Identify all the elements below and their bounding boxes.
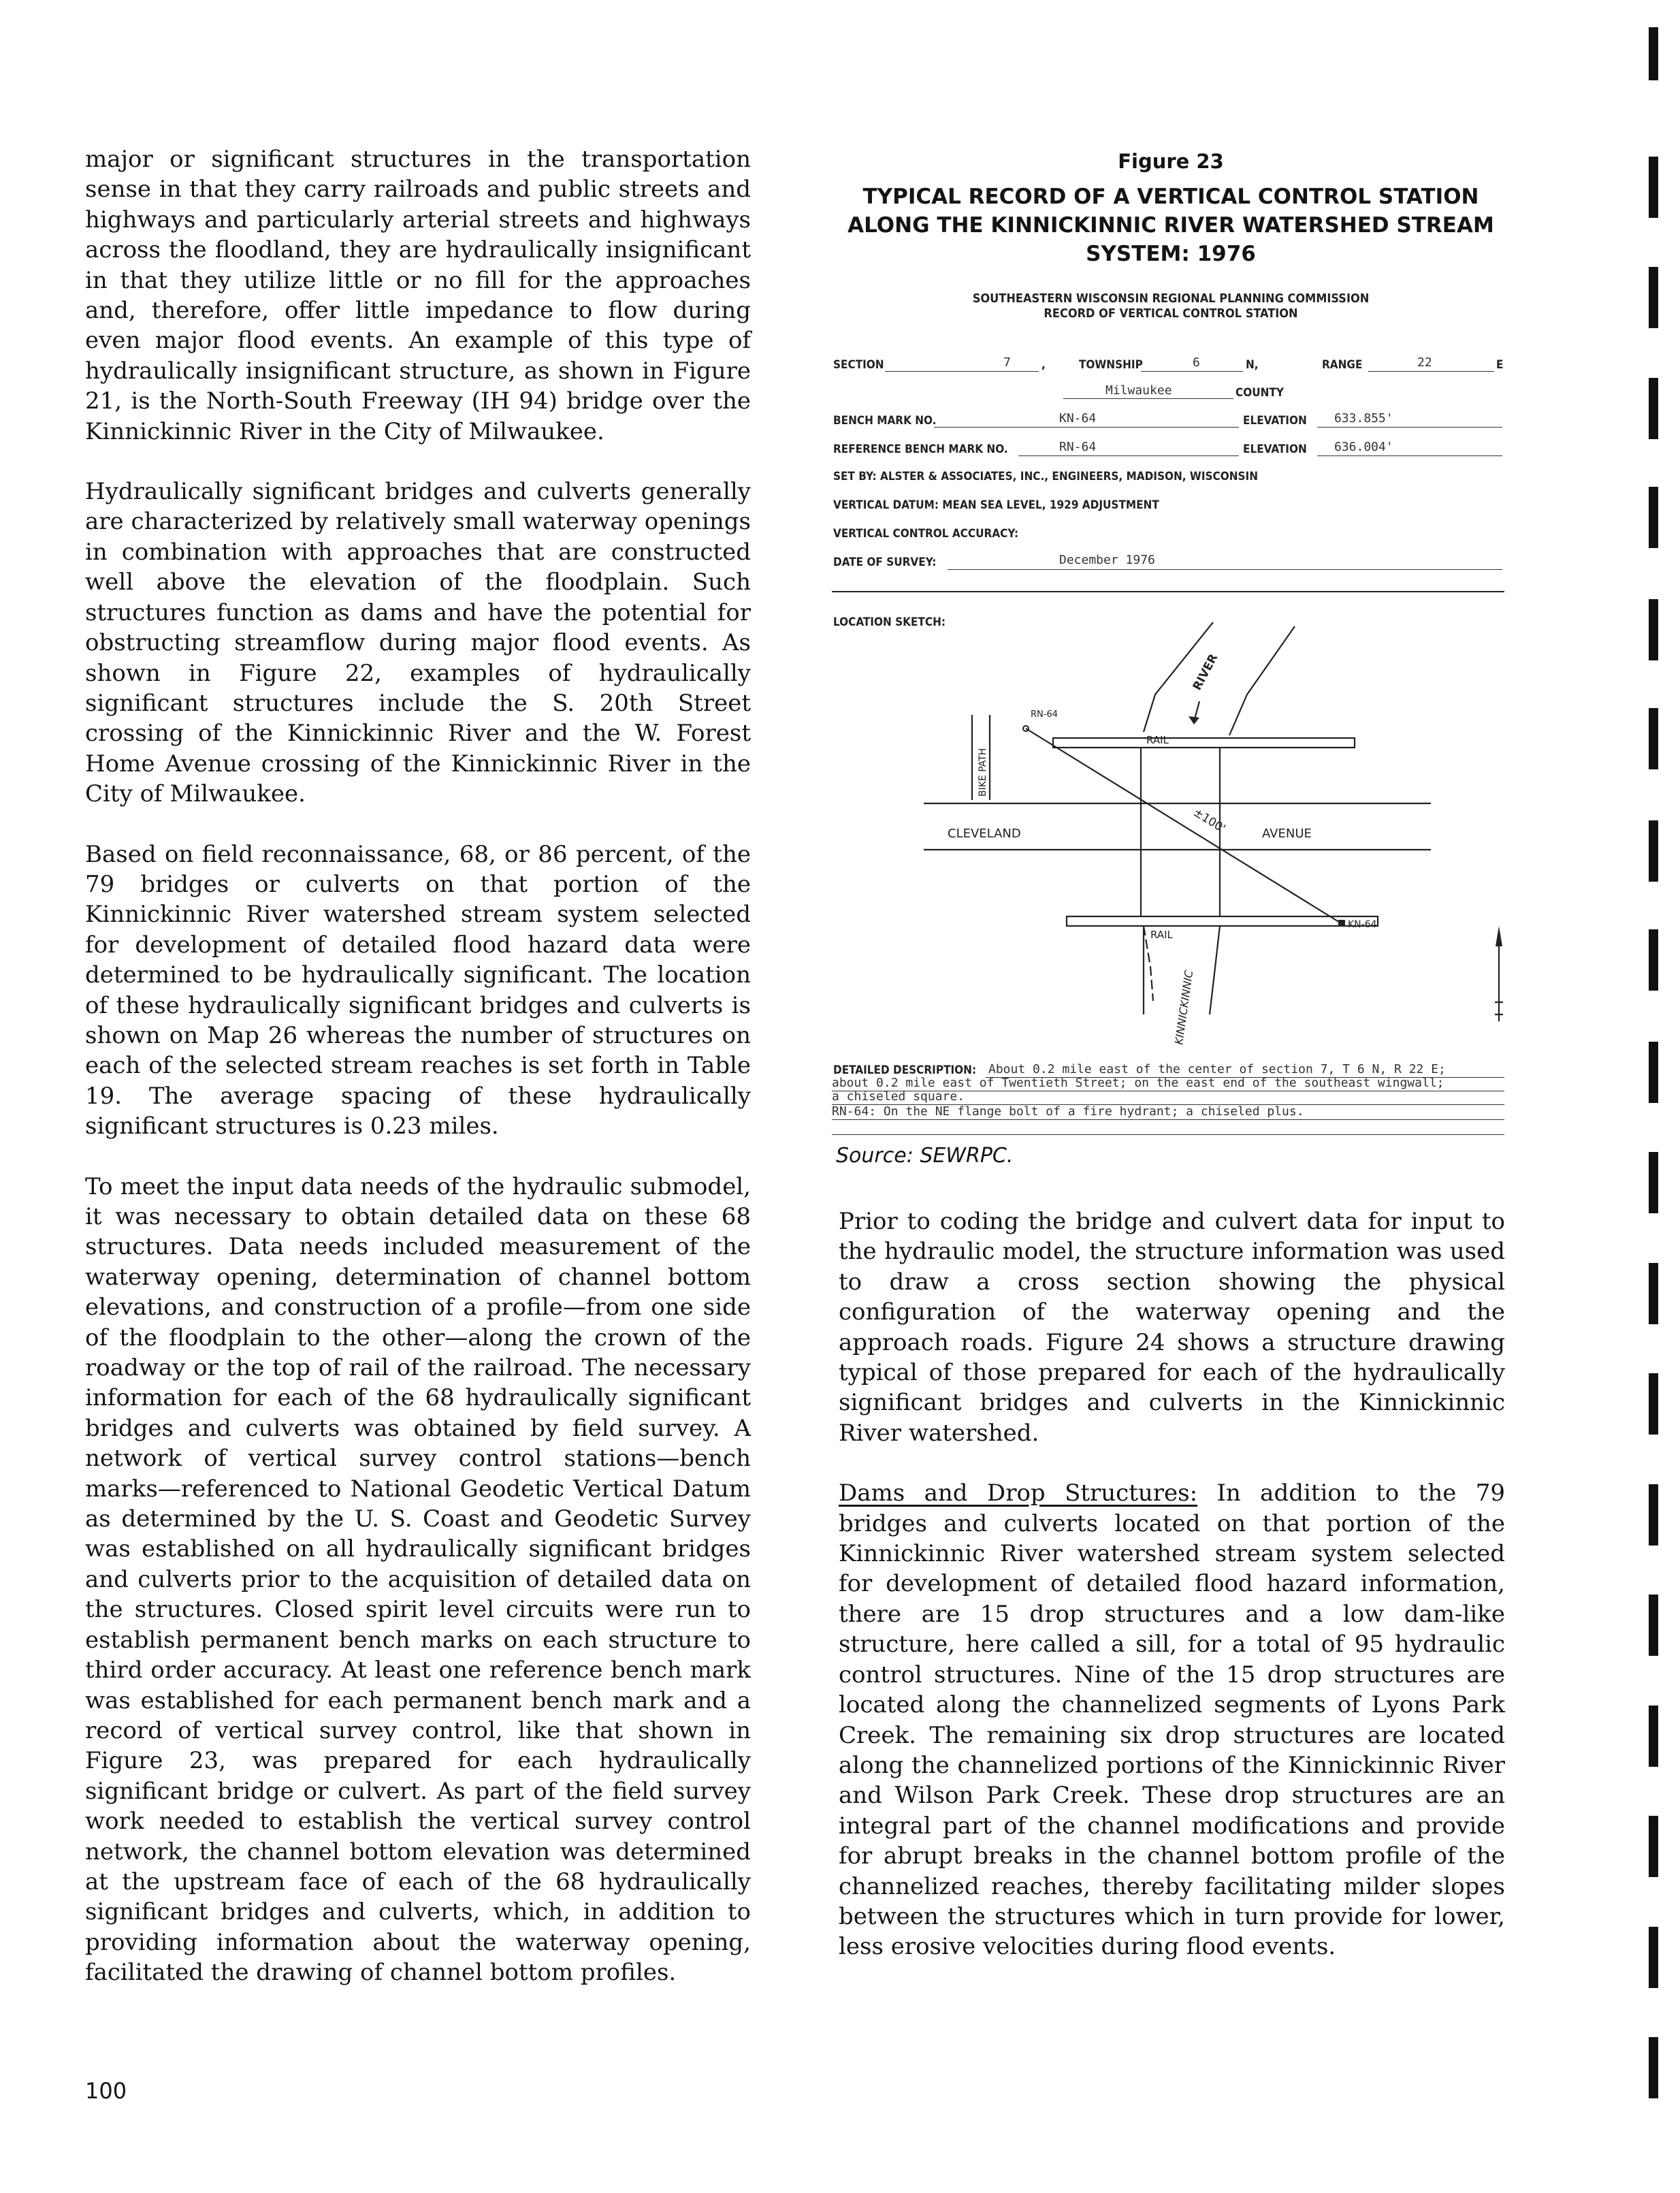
river-label: RIVER (1190, 652, 1221, 693)
rail-top-label: RAIL (1146, 734, 1169, 746)
date-of-survey-label: DATE OF SURVEY: (833, 556, 937, 569)
record-title: RECORD OF VERTICAL CONTROL STATION (1044, 306, 1298, 321)
bench-mark-elevation: 633.855' (1334, 411, 1393, 426)
range-value: 22 (1417, 355, 1432, 370)
registration-mark (1649, 929, 1658, 991)
location-sketch (832, 606, 1513, 1076)
section-label: SECTION (833, 358, 884, 372)
paragraph-survey-data: To meet the input data needs of the hydraulic submodel, it was necessary to obtain detailed data on these 68 structures. Data needs included measurement of the waterway opening, determination of channel bottom elevations, and construction of a profile—from one side of the floodplain to the other—along the crown of the roadway or the top of rail of the railroad. The necessary information for each of the 68 hydraulically significant bridges and culverts was obtained by field survey. A network of vertical survey control stations—bench marks—referenced to National Geodetic Vertical Datum as determined by the U. S. Coast and Geodetic Survey was established on all hydraulically significant bridges and culverts prior to the acquisition of detailed data on the structures. Closed spirit level circuits were run to establish permanent bench marks on each structure to third order accuracy. At least one reference bench mark was established for each permanent bench mark and a record of vertical survey control, like that shown in Figure 23, was prepared for each hydraulically significant bridge or culvert. As part of the field survey work needed to establish the vertical survey control network, the channel bottom elevation was determined at the upstream face of each of the 68 hydraulically significant bridges and culverts, which, in addition to providing information about the waterway opening, facilitated the drawing of channel bottom profiles. (85, 1172, 751, 1987)
paragraph-significant-structures: Hydraulically significant bridges and culverts generally are characterized by relatively small waterway openings in combination with approaches that are constructed well above the elevation of the floodplain. Such structures function as dams and have the potential for obstructing streamflow during major flood events. As shown in Figure 22, examples of hydraulically significant structures include the S. 20th Street crossing of the Kinnickinnic River and the W. Forest Home Avenue crossing of the Kinnickinnic River in the City of Milwaukee. (85, 478, 751, 808)
figure-source: Source: SEWRPC. (836, 1144, 1014, 1168)
reference-elevation-value: 636.004' (1334, 440, 1393, 454)
bench-mark-value: KN-64 (1059, 411, 1097, 426)
rail-bottom-label: RAIL (1150, 929, 1173, 941)
description-line-2: about 0.2 mile east of Twentieth Street; on the east end of the southeast wingwall; (832, 1076, 1444, 1090)
registration-mark (1649, 820, 1658, 882)
paragraph-insignificant-structures: major or significant structures in the transportation sense in that they carry railroads and public streets and highways and particularly arterial streets and highways across the floodland, they are hydraulically insignificant in that they utilize little or no fill for the approaches and, therefore, offer little impedance to flow during even major flood events. An example of this type of hydraulically insignificant structure, as shown in Figure 21, is the North-South Freeway (IH 94) bridge over the Kinnickinnic River in the City of Milwaukee. (85, 146, 751, 445)
paragraph-coding-data: Prior to coding the bridge and culvert data for input to the hydraulic model, the structure information was used to draw a cross section showing the physical configuration of the waterway opening and the approach roads. Figure 24 shows a structure drawing typical of those prepared for each of the hydraulically significant bridges and culverts in the Kinnickinnic River watershed. (839, 1208, 1505, 1447)
location-sketch-label: LOCATION SKETCH: (833, 615, 946, 629)
registration-mark (1649, 27, 1658, 80)
figure-label: Figure 23 (1118, 150, 1224, 173)
left-text-column (85, 144, 751, 2018)
distance-label: ±100' (1191, 805, 1228, 836)
elevation-label: ELEVATION (1243, 414, 1307, 428)
rn-64-label: RN-64 (1031, 709, 1058, 720)
description-line-1: About 0.2 mile east of the center of section 7, T 6 N, R 22 E; (988, 1062, 1446, 1076)
description-line-4: RN-64: On the NE flange bolt of a fire hydrant; a chiseled plus. (832, 1104, 1304, 1119)
registration-mark (1649, 487, 1658, 548)
date-of-survey-value: December 1976 (1059, 553, 1155, 567)
set-by: SET BY: ALSTER & ASSOCIATES, INC., ENGINEERS, MADISON, WISCONSIN (833, 470, 1259, 483)
range-e-label: E (1496, 358, 1504, 372)
registration-mark (1649, 1263, 1658, 1324)
township-value: 6 (1193, 355, 1200, 370)
registration-mark (1649, 1152, 1658, 1213)
reference-bench-mark-value: RN-64 (1059, 440, 1097, 454)
kinnickinnic-label: KINNICKINNIC (1172, 969, 1196, 1046)
description-line-3: a chiseled square. (832, 1089, 965, 1104)
reference-elevation-label: ELEVATION (1243, 443, 1307, 456)
reference-bench-mark-label: REFERENCE BENCH MARK NO. (833, 443, 1008, 456)
bench-mark-label: BENCH MARK NO. (833, 414, 937, 428)
vertical-accuracy: VERTICAL CONTROL ACCURACY: (833, 527, 1019, 541)
paragraph-dams-drop-structures (839, 1478, 1505, 1962)
detailed-description-label: DETAILED DESCRIPTION: (833, 1063, 977, 1077)
county-value: Milwaukee (1105, 383, 1172, 398)
section-value: 7 (1003, 355, 1011, 370)
vertical-datum: VERTICAL DATUM: MEAN SEA LEVEL, 1929 ADJUSTMENT (833, 498, 1159, 512)
township-n-label: N, (1246, 358, 1259, 372)
registration-mark (1649, 2037, 1658, 2098)
county-label: COUNTY (1235, 386, 1284, 400)
registration-mark (1649, 1816, 1658, 1877)
registration-mark (1649, 157, 1658, 218)
cleveland-label: CLEVELAND (948, 827, 1021, 841)
dams-body-text: In addition to the 79 bridges and culverts located on that portion of the Kinnickinnic River watershed stream system selected for development of detailed flood hazard information, there are 15 drop structures and a low dam-like structure, here called a sill, for a total of 95 hydraulic control structures. Nine of the 15 drop structures are located along the channelized segments of Lyons Park Creek. The remaining six drop structures are located along the channelized portions of the Kinnickinnic River and Wilson Park Creek. These drop structures are an integral part of the channel modifications and provide for abrupt breaks in the channel bottom profile of the channelized reaches, thereby facilitating milder slopes between the structures which in turn provide for lower, less erosive velocities during flood events. (839, 1479, 1505, 1961)
registration-mark (1649, 1373, 1658, 1435)
record-agency: SOUTHEASTERN WISCONSIN REGIONAL PLANNING COMMISSION (972, 291, 1370, 306)
kn-64-label: KN-64 (1348, 919, 1377, 930)
registration-mark (1649, 599, 1658, 660)
page-number: 100 (85, 2078, 127, 2104)
bike-path-label: BIKE PATH (978, 748, 988, 797)
section-heading-dams: Dams and Drop Structures: (839, 1479, 1198, 1507)
registration-mark (1649, 378, 1658, 439)
registration-mark (1649, 1042, 1658, 1103)
registration-mark (1649, 1595, 1658, 1656)
right-text-column (839, 1206, 1505, 1992)
figure-title: TYPICAL RECORD OF A VERTICAL CONTROL STATION ALONG THE KINNICKINNIC RIVER WATERSHED STREAM SYSTEM: 1976 (847, 185, 1494, 266)
registration-mark (1649, 1927, 1658, 1988)
avenue-label: AVENUE (1262, 827, 1312, 841)
paragraph-field-reconnaissance: Based on field reconnaissance, 68, or 86 percent, of the 79 bridges or culverts on that portion of the Kinnickinnic River watershed stream system selected for development of detailed flood hazard data were determined to be hydraulically significant. The location of these hydraulically significant bridges and culverts is shown on Map 26 whereas the number of structures on each of the selected stream reaches is set forth in Table 19. The average spacing of these hydraulically significant structures is 0.23 miles. (85, 840, 751, 1140)
registration-mark (1649, 1484, 1658, 1546)
registration-mark (1649, 1706, 1658, 1767)
registration-mark (1649, 708, 1658, 769)
range-label: RANGE (1322, 358, 1363, 372)
registration-mark (1649, 267, 1658, 328)
